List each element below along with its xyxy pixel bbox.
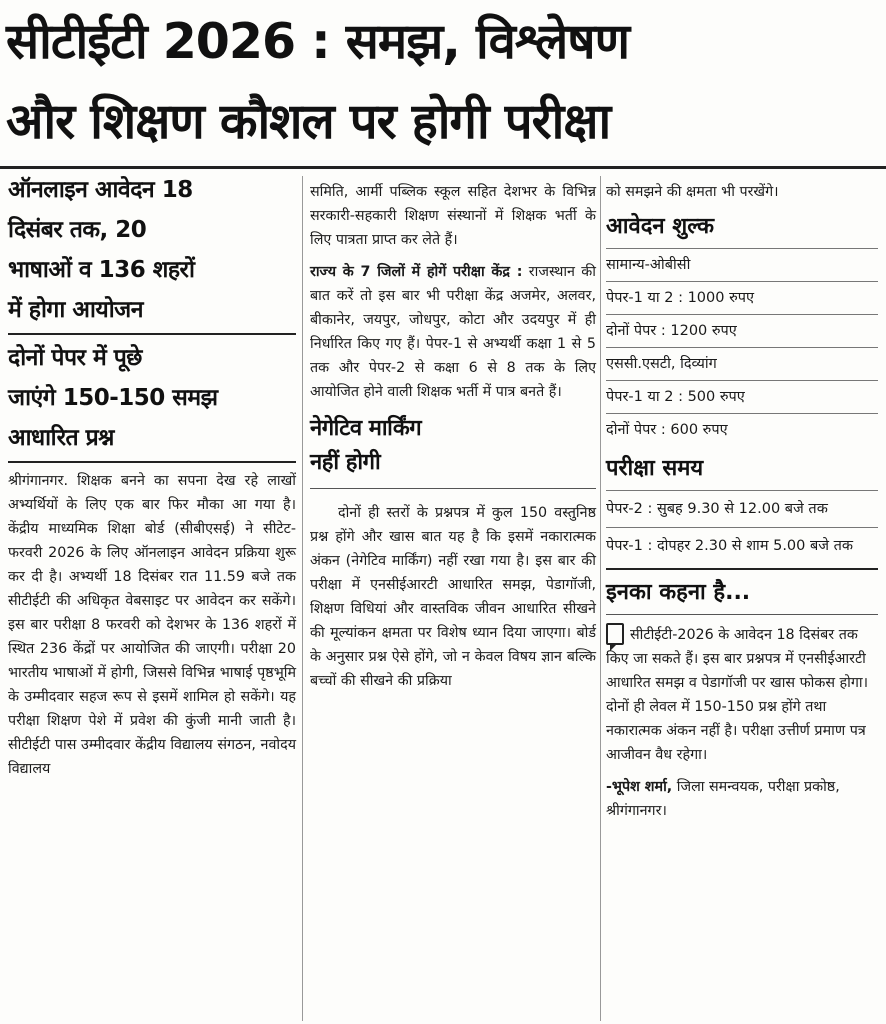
fee-row: पेपर-1 या 2 : 1000 रुपए — [606, 282, 878, 315]
subheading-3-line: नेगेटिव मार्किंग — [310, 416, 422, 441]
fee-row: एससी.एसटी, दिव्यांग — [606, 348, 878, 381]
quote-text: सीटीईटी-2026 के आवेदन 18 दिसंबर तक किए जा सकते हैं। इस बार प्रश्नपत्र में एनसीईआरटी आधारित समझ व पेडागॉजी पर खास फोकस होगा। दोनों ही लेवल में 150-150 प्रश्न होंगे तथा नकारात्मक अंकन नहीं है। परीक्षा उत्तीर्ण प्रमाण पत्र आजीवन वैध रहेगा। — [606, 627, 868, 763]
para2-text: राजस्थान की बात करें तो इस बार भी परीक्षा केंद्र अजमेर, अलवर, बीकानेर, जयपुर, जोधपुर, कोटा और उदयपुर में ही निर्धारित किए गए हैं। पेपर-1 से अभ्यर्थी कक्षा 1 से 5 तक और पेपर-2 से कक्षा 6 से 8 तक के लिए आयोजित होने वाली शिक्षक भर्ती में पात्र बनते हैं। — [310, 264, 596, 400]
column-3 — [606, 180, 878, 823]
subheading-1 — [8, 170, 296, 330]
subheading-3-line: नहीं होगी — [310, 450, 381, 475]
subheading-1-line: भाषाओं व 136 शहरों — [8, 257, 195, 283]
subheading-divider — [8, 461, 296, 463]
subheading-1-line: ऑनलाइन आवेदन 18 — [8, 177, 193, 203]
article-body-para2 — [310, 260, 596, 404]
subheading-divider — [310, 488, 596, 489]
subheading-3 — [310, 412, 596, 480]
author-role: जिला समन्वयक, परीक्षा प्रकोष्ठ, श्रीगंगानगर। — [606, 779, 840, 819]
quote-title: इनका कहना है... — [606, 580, 751, 605]
article-body-continued: को समझने की क्षमता भी परखेंगे। — [606, 184, 779, 200]
exam-time-title: परीक्षा समय — [606, 452, 878, 491]
fee-row: पेपर-1 या 2 : 500 रुपए — [606, 381, 878, 414]
exam-time-paper2: पेपर-2 : सुबह 9.30 से 12.00 बजे तक — [606, 491, 878, 528]
para2-lead: राज्य के 7 जिलों में होगें परीक्षा केंद्र : — [310, 264, 523, 280]
fee-row: सामान्य-ओबीसी — [606, 249, 878, 282]
column-divider-1 — [302, 176, 303, 1021]
column-divider-2 — [600, 176, 601, 1021]
quote-icon — [606, 623, 624, 645]
headline-rule — [0, 166, 886, 169]
headline-line-2: और शिक्षण कौशल पर होगी परीक्षा — [6, 93, 611, 150]
article-body-para3: दोनों ही स्तरों के प्रश्नपत्र में कुल 150 वस्तुनिष्ठ प्रश्न होंगे और खास बात यह है कि इसमें नकारात्मक अंकन (नेगेटिव मार्किंग) नहीं रखा गया है। इस बार की परीक्षा में एनसीईआरटी आधारित समझ, पेडागॉजी, शिक्षण विधियां और वास्तविक जीवन आधारित सीखने की मूल्यांकन क्षमता पर विशेष ध्यान दिया जाएगा। बोर्ड के अनुसार प्रश्न ऐसे होंगे, जो न केवल विषय ज्ञान बल्कि बच्चों की सीखने की प्रक्रिया — [310, 505, 596, 689]
headline — [6, 2, 882, 162]
subheading-2-line: आधारित प्रश्न — [8, 425, 114, 451]
subheading-divider — [8, 333, 296, 335]
author-name: -भूपेश शर्मा, — [606, 779, 673, 795]
headline-line-1: सीटीईटी 2026 : समझ, विश्लेषण — [6, 13, 630, 70]
subheading-2-line: जाएंगे 150-150 समझ — [8, 385, 218, 411]
column-1 — [8, 170, 296, 781]
column-2 — [310, 180, 596, 693]
fee-row: दोनों पेपर : 1200 रुपए — [606, 315, 878, 348]
quote-body — [606, 623, 878, 767]
section-divider — [606, 614, 878, 615]
article-body-para1: समिति, आर्मी पब्लिक स्कूल सहित देशभर के विभिन्न सरकारी-सहकारी शिक्षण संस्थानों में शिक्षक भर्ती के लिए पात्रता प्राप्त कर लेते हैं। — [310, 184, 596, 248]
fee-title: आवेदन शुल्क — [606, 210, 878, 249]
fee-row: दोनों पेपर : 600 रुपए — [606, 422, 728, 438]
subheading-1-line: दिसंबर तक, 20 — [8, 217, 147, 243]
article-body-col1: श्रीगंगानगर. शिक्षक बनने का सपना देख रहे लाखों अभ्यर्थियों के लिए एक बार फिर मौका आ गया है। केंद्रीय माध्यमिक शिक्षा बोर्ड (सीबीएसई) ने सीटेट-फरवरी 2026 के लिए ऑनलाइन आवेदन प्रक्रिया शुरू कर दी है। अभ्यर्थी 18 दिसंबर रात 11.59 बजे तक सीटीईटी की अधिकृत वेबसाइट पर आवेदन कर सकेंगे। इस बार परीक्षा 8 फरवरी को देशभर के 136 शहरों में स्थित 236 केंद्रों पर आयोजित की जाएगी। परीक्षा 20 भारतीय भाषाओं में होगी, जिससे विभिन्न भाषाई पृष्ठभूमि के उम्मीदवार सहज रूप से इसमें शामिल हो सकेंगे। यह परीक्षा शिक्षण पेशे में प्रवेश की कुंजी मानी जाती है। सीटीईटी पास उम्मीदवार केंद्रीय विद्यालय संगठन, नवोदय विद्यालय — [8, 473, 296, 777]
exam-time-paper1: पेपर-1 : दोपहर 2.30 से शाम 5.00 बजे तक — [606, 538, 854, 554]
quote-author — [606, 775, 878, 823]
section-divider — [606, 568, 878, 570]
subheading-2 — [8, 338, 296, 458]
subheading-1-line: में होगा आयोजन — [8, 297, 143, 323]
subheading-2-line: दोनों पेपर में पूछे — [8, 345, 142, 371]
